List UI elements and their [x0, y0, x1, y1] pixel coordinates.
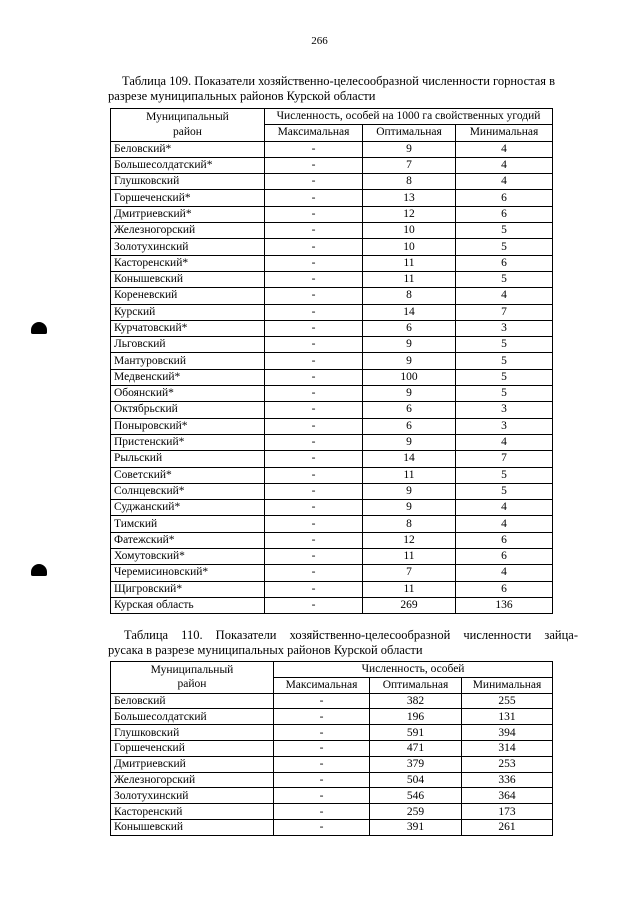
cell-max: -: [265, 288, 363, 304]
table-row: [111, 174, 553, 190]
cell-district: Золотухинский: [111, 788, 274, 804]
header-district-line: Муниципальный: [146, 110, 229, 123]
table-row: [111, 402, 553, 418]
cell-max: -: [274, 740, 370, 756]
cell-min: 4: [456, 516, 553, 532]
cell-max: -: [274, 772, 370, 788]
page-number: 266: [311, 35, 328, 47]
caption-line: Таблица 110. Показатели хозяйственно-целесообразной численности зайца-: [124, 628, 578, 642]
table-row: [111, 500, 553, 516]
cell-district: Золотухинский: [111, 239, 265, 255]
cell-max: -: [274, 788, 370, 804]
cell-min: 131: [462, 709, 553, 725]
cell-min: 255: [462, 693, 553, 709]
cell-district: Курский: [111, 304, 265, 320]
cell-district: Льговский: [111, 337, 265, 353]
cell-opt: 7: [363, 157, 456, 173]
table-row: [111, 581, 553, 597]
cell-district: Железногорский: [111, 223, 265, 239]
table-109-caption: [108, 74, 578, 104]
header-max: Максимальная: [274, 677, 370, 693]
cell-district: Большесолдатский*: [111, 157, 265, 173]
cell-opt: 591: [370, 725, 462, 741]
table-row: [111, 288, 553, 304]
table-row: [111, 337, 553, 353]
cell-opt: 8: [363, 516, 456, 532]
cell-max: -: [265, 500, 363, 516]
cell-opt: 9: [363, 353, 456, 369]
cell-district: Горшеченский*: [111, 190, 265, 206]
table-row: [111, 804, 553, 820]
table-row: [111, 516, 553, 532]
table-row: [111, 223, 553, 239]
cell-max: -: [265, 402, 363, 418]
binding-hole-mark: [31, 322, 47, 334]
cell-min: 7: [456, 451, 553, 467]
cell-max: -: [265, 549, 363, 565]
cell-min: 4: [456, 434, 553, 450]
cell-max: -: [265, 190, 363, 206]
cell-max: -: [265, 418, 363, 434]
cell-max: -: [265, 239, 363, 255]
cell-max: -: [274, 804, 370, 820]
header-district: [111, 109, 265, 142]
cell-min: 4: [456, 141, 553, 157]
cell-min: 3: [456, 418, 553, 434]
cell-min: 6: [456, 532, 553, 548]
table-109: [110, 108, 553, 614]
binding-hole-mark: [31, 564, 47, 576]
table-110-body: [111, 693, 553, 835]
cell-opt: 12: [363, 206, 456, 222]
cell-max: -: [265, 320, 363, 336]
cell-district: Дмитриевский: [111, 756, 274, 772]
table-row: [111, 157, 553, 173]
table-109-body: [111, 141, 553, 614]
cell-min: 314: [462, 740, 553, 756]
cell-opt: 259: [370, 804, 462, 820]
cell-district: Курская область: [111, 597, 265, 613]
header-district-line: Муниципальный: [150, 664, 234, 677]
cell-max: -: [274, 725, 370, 741]
cell-max: -: [265, 157, 363, 173]
header-group: Численность, особей: [274, 662, 553, 678]
cell-max: -: [274, 819, 370, 835]
cell-min: 5: [456, 386, 553, 402]
cell-max: -: [265, 451, 363, 467]
cell-opt: 391: [370, 819, 462, 835]
cell-max: -: [274, 709, 370, 725]
cell-max: -: [265, 271, 363, 287]
cell-max: -: [265, 337, 363, 353]
cell-opt: 504: [370, 772, 462, 788]
header-district-line: район: [173, 125, 202, 138]
cell-district: Конышевский: [111, 271, 265, 287]
cell-opt: 379: [370, 756, 462, 772]
caption-line: разрезе муниципальных районов Курской области: [108, 89, 376, 103]
cell-max: -: [265, 386, 363, 402]
cell-opt: 8: [363, 288, 456, 304]
cell-max: -: [265, 565, 363, 581]
cell-district: Курчатовский*: [111, 320, 265, 336]
cell-opt: 9: [363, 141, 456, 157]
cell-opt: 471: [370, 740, 462, 756]
cell-max: -: [265, 434, 363, 450]
cell-opt: 9: [363, 434, 456, 450]
cell-opt: 269: [363, 597, 456, 613]
cell-district: Щигровский*: [111, 581, 265, 597]
cell-district: Поныровский*: [111, 418, 265, 434]
cell-min: 3: [456, 402, 553, 418]
cell-district: Мантуровский: [111, 353, 265, 369]
table-row: [111, 467, 553, 483]
cell-district: Солнцевский*: [111, 483, 265, 499]
cell-opt: 6: [363, 402, 456, 418]
cell-opt: 11: [363, 467, 456, 483]
cell-district: Железногорский: [111, 772, 274, 788]
cell-min: 3: [456, 320, 553, 336]
table-row: [111, 693, 553, 709]
cell-opt: 7: [363, 565, 456, 581]
cell-district: Горшеченский: [111, 740, 274, 756]
cell-opt: 546: [370, 788, 462, 804]
cell-opt: 13: [363, 190, 456, 206]
table-row: [111, 597, 553, 613]
cell-max: -: [265, 581, 363, 597]
header-district-line: район: [177, 678, 207, 691]
cell-opt: 10: [363, 223, 456, 239]
cell-min: 253: [462, 756, 553, 772]
table-row: [111, 740, 553, 756]
cell-district: Обоянский*: [111, 386, 265, 402]
cell-min: 364: [462, 788, 553, 804]
cell-min: 136: [456, 597, 553, 613]
cell-opt: 11: [363, 255, 456, 271]
cell-district: Суджанский*: [111, 500, 265, 516]
cell-district: Медвенский*: [111, 369, 265, 385]
cell-max: -: [265, 304, 363, 320]
cell-max: -: [265, 206, 363, 222]
table-row: [111, 483, 553, 499]
header-min: Минимальная: [456, 125, 553, 141]
cell-max: -: [265, 369, 363, 385]
header-opt: Оптимальная: [370, 677, 462, 693]
cell-district: Хомутовский*: [111, 549, 265, 565]
cell-district: Черемисиновский*: [111, 565, 265, 581]
cell-min: 4: [456, 565, 553, 581]
cell-opt: 196: [370, 709, 462, 725]
cell-min: 5: [456, 337, 553, 353]
cell-min: 5: [456, 271, 553, 287]
cell-opt: 9: [363, 386, 456, 402]
table-row: [111, 386, 553, 402]
cell-min: 5: [456, 467, 553, 483]
cell-opt: 100: [363, 369, 456, 385]
header-group: Численность, особей на 1000 га свойственных угодий: [265, 109, 553, 125]
cell-min: 4: [456, 500, 553, 516]
table-row: [111, 788, 553, 804]
table-row: [111, 434, 553, 450]
cell-opt: 10: [363, 239, 456, 255]
cell-max: -: [274, 756, 370, 772]
cell-opt: 382: [370, 693, 462, 709]
table-row: [111, 239, 553, 255]
cell-district: Дмитриевский*: [111, 206, 265, 222]
cell-min: 7: [456, 304, 553, 320]
header-district: [111, 662, 274, 694]
table-row: [111, 141, 553, 157]
cell-district: Касторенский: [111, 804, 274, 820]
header-opt: Оптимальная: [363, 125, 456, 141]
cell-max: -: [265, 223, 363, 239]
cell-district: Октябрьский: [111, 402, 265, 418]
cell-min: 5: [456, 223, 553, 239]
cell-opt: 6: [363, 418, 456, 434]
cell-max: -: [265, 467, 363, 483]
cell-min: 5: [456, 369, 553, 385]
cell-district: Кореневский: [111, 288, 265, 304]
cell-max: -: [265, 532, 363, 548]
cell-district: Беловский*: [111, 141, 265, 157]
cell-district: Пристенский*: [111, 434, 265, 450]
cell-district: Глушковский: [111, 725, 274, 741]
table-row: [111, 353, 553, 369]
cell-min: 6: [456, 190, 553, 206]
cell-district: Рыльский: [111, 451, 265, 467]
table-row: [111, 451, 553, 467]
cell-max: -: [274, 693, 370, 709]
cell-district: Касторенский*: [111, 255, 265, 271]
cell-max: -: [265, 141, 363, 157]
cell-min: 5: [456, 483, 553, 499]
cell-opt: 8: [363, 174, 456, 190]
cell-opt: 11: [363, 271, 456, 287]
table-row: [111, 565, 553, 581]
table-row: [111, 190, 553, 206]
cell-max: -: [265, 516, 363, 532]
table-row: [111, 369, 553, 385]
table-row: [111, 255, 553, 271]
header-min: Минимальная: [462, 677, 553, 693]
table-row: [111, 304, 553, 320]
cell-opt: 6: [363, 320, 456, 336]
cell-min: 6: [456, 581, 553, 597]
caption-line: Таблица 109. Показатели хозяйственно-целесообразной численности горностая в: [122, 74, 556, 88]
cell-min: 4: [456, 288, 553, 304]
cell-max: -: [265, 353, 363, 369]
table-row: [111, 772, 553, 788]
cell-district: Советский*: [111, 467, 265, 483]
table-row: [111, 709, 553, 725]
table-row: [111, 756, 553, 772]
table-row: [111, 206, 553, 222]
cell-min: 4: [456, 157, 553, 173]
cell-district: Фатежский*: [111, 532, 265, 548]
cell-min: 6: [456, 206, 553, 222]
cell-min: 5: [456, 353, 553, 369]
cell-min: 6: [456, 549, 553, 565]
cell-district: Беловский: [111, 693, 274, 709]
table-110-caption: [108, 628, 578, 658]
cell-opt: 12: [363, 532, 456, 548]
cell-district: Конышевский: [111, 819, 274, 835]
table-row: [111, 271, 553, 287]
cell-district: Глушковский: [111, 174, 265, 190]
cell-district: Тимский: [111, 516, 265, 532]
cell-min: 336: [462, 772, 553, 788]
cell-max: -: [265, 174, 363, 190]
cell-opt: 9: [363, 337, 456, 353]
table-row: [111, 320, 553, 336]
cell-opt: 11: [363, 549, 456, 565]
cell-min: 5: [456, 239, 553, 255]
table-row: [111, 725, 553, 741]
header-max: Максимальная: [265, 125, 363, 141]
cell-opt: 9: [363, 483, 456, 499]
cell-district: Большесолдатский: [111, 709, 274, 725]
cell-opt: 9: [363, 500, 456, 516]
caption-line: русака в разрезе муниципальных районов Курской области: [108, 643, 423, 657]
cell-max: -: [265, 597, 363, 613]
cell-min: 173: [462, 804, 553, 820]
cell-opt: 11: [363, 581, 456, 597]
cell-min: 4: [456, 174, 553, 190]
cell-min: 6: [456, 255, 553, 271]
table-110: [110, 661, 553, 836]
table-row: [111, 532, 553, 548]
cell-max: -: [265, 255, 363, 271]
table-row: [111, 418, 553, 434]
cell-opt: 14: [363, 304, 456, 320]
table-row: [111, 549, 553, 565]
table-row: [111, 819, 553, 835]
cell-max: -: [265, 483, 363, 499]
cell-min: 261: [462, 819, 553, 835]
cell-min: 394: [462, 725, 553, 741]
cell-opt: 14: [363, 451, 456, 467]
